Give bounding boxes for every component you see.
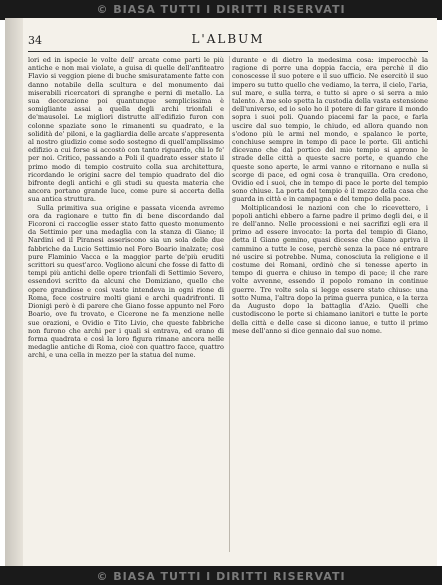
right-paragraph-2: Moltiplicandosi le nazioni con che lo ricevettero, i popoli antichi ebbero a farne padre il primo degli dei, e il re dell'anno. Nelle processioni e nei sacrifizi egli era il primo ad essere invocato: la porta del tempio di Giano, detta il Giano gemino, quasi dicesse che Giano apriva il cammino a tutte le cose, perchè senza la pace né entrare né uscire si potrebbe. Numa, conosciuta la religione e il costume dei Romani, ordinò che si tenesse aperto in tempo di guerra e chiuso in tempo di pace; il che rare volte avvenne, essendo il popolo romano in continue guerre. Tre volte sola si legge essere stato chiuso: una sotto Numa, l'altra dopo la prima guerra punica, e la terza da Augusto dopo la battaglia d'Azio. Quelli che custodiscono le porte si chiamano ianitori e tutte le porte della città e delle case si dicono ianue, e tutto il primo mese dell'anno si dice gennaio dal suo nome. [232,203,428,335]
page-gutter-shadow [5,18,23,568]
page-number: 34 [28,34,42,47]
left-paragraph-1: lori ed in ispecie le volte dell' arcate come parti le più antiche e non mai violate, a guisa di quelle dell'anfiteatro Flavio si veggion piene di buche smisuratamente fatte con danno notabile della scultura e del monumento dai miserabili ricercatori di spranghe e perni di metallo. La sua decorazione poi quantunque semplicissima è somigliante assai a quella degli archi trionfali e de'mausolei. Le migliori distrutte all'edifizio furon con colonne spaziate sono le rimanenti su quadrato, e la solidità de' piloni, e la gagliardia delle arcate s'appresenta al nostro giudizio come sodo sostegno di quell'amplissimo edifizio a cui forse si accostò con tanto riguardo, chi lo fe' per noi. Critico, passando a Poli il quadrato esser stato il primo modo di tempio costruito colla sua architettura, ricordando le origini sacre del tempio quadrato del dio bifronte degli antichi e gli studi su questa materia che ancora portano grande luce, come pure si accerta della sua antica struttura. [28,56,224,204]
running-head [28,34,428,50]
watermark-top: © BIASA TUTTI I DIRITTI RISERVATI [96,3,346,16]
journal-title: L'ALBUM [191,32,265,46]
column-divider [229,56,230,552]
left-paragraph-2: Sulla primitiva sua origine e passata vicenda avremo ora da ragionare e tutto fin di bene discordando dal Ficoroni ci raccoglie esser stato fatto questo monumento da Settimio per una medaglia con la stanza di Giano; il Nardini ed il Piranesi asseriscono sia un sola delle due fabbriche da Lucio Settimio nel Foro Boario inalzate; così pure Flaminio Vacca e la maggior parte de'più eruditi scrittori su quest'arco. Vogliono alcuni che fosse di fatto di tempi più antichi delle opere trionfali di Settimio Severo, essendovi scritto da alcuni che Domiziano, quello che opere grandiose e così vaste intendeva in ogni rione di Roma, fece costruire molti giani e archi quadrifronti. Il Dionigi però è di parere che Giano fosse appunto nel Foro Boario, ove fu trovato, e Cicerone ne fa menzione nelle sue orazioni, e Ovidio e Tito Livio, che queste fabbriche non furono che archi per i quali si entrava, ed erano di forma quadrata e così la loro figura rimane ancora nelle medaglie antiche di Roma, cioè con quattro facce, quattro archi, e una cella in mezzo per la statua del nume. [28,203,224,360]
text-column-left [28,56,224,556]
right-paragraph-1: durante e di dietro la medesima cosa: imperocchè la ragione di porre una doppia faccia, era perchè il dio conoscesse il suo potere e il suo ufficio. Ne esercitò il suo impero su tutto quello che vediamo, la terra, il cielo, l'aria, sul mare, e sulla terra, e tutto si apre o si serra a mio talento. A me solo spetta la custodia della vasta estensione dell'universo, ed io solo ho il potere di far girare il mondo sopra i suoi poli. Quando piacemi far la pace, e farla uscire dal suo tempio, le chiudo, ed allora quando non s'odono più le armi nel mondo, e spalanco le porte, conchiuse sempre in tempo di pace le porte. Gli antichi dicevano che dal portico del mio tempio si aprono le strade delle città a queste sacre porte, e quando che queste sono aperte, le armi vanno e ritornano e nulla si scorge di pace, ed ogni cosa è tranquilla. Ora credono, Ovidio ed i suoi, che in tempo di pace le porte del tempio sono chiuse. La porta del tempio è il mezzo della casa che guarda in città e in campagna e del tempo della pace. [232,56,428,204]
text-column-right [232,56,428,556]
header-rule [28,51,428,52]
watermark-bottom: © BIASA TUTTI I DIRITTI RISERVATI [96,570,346,583]
